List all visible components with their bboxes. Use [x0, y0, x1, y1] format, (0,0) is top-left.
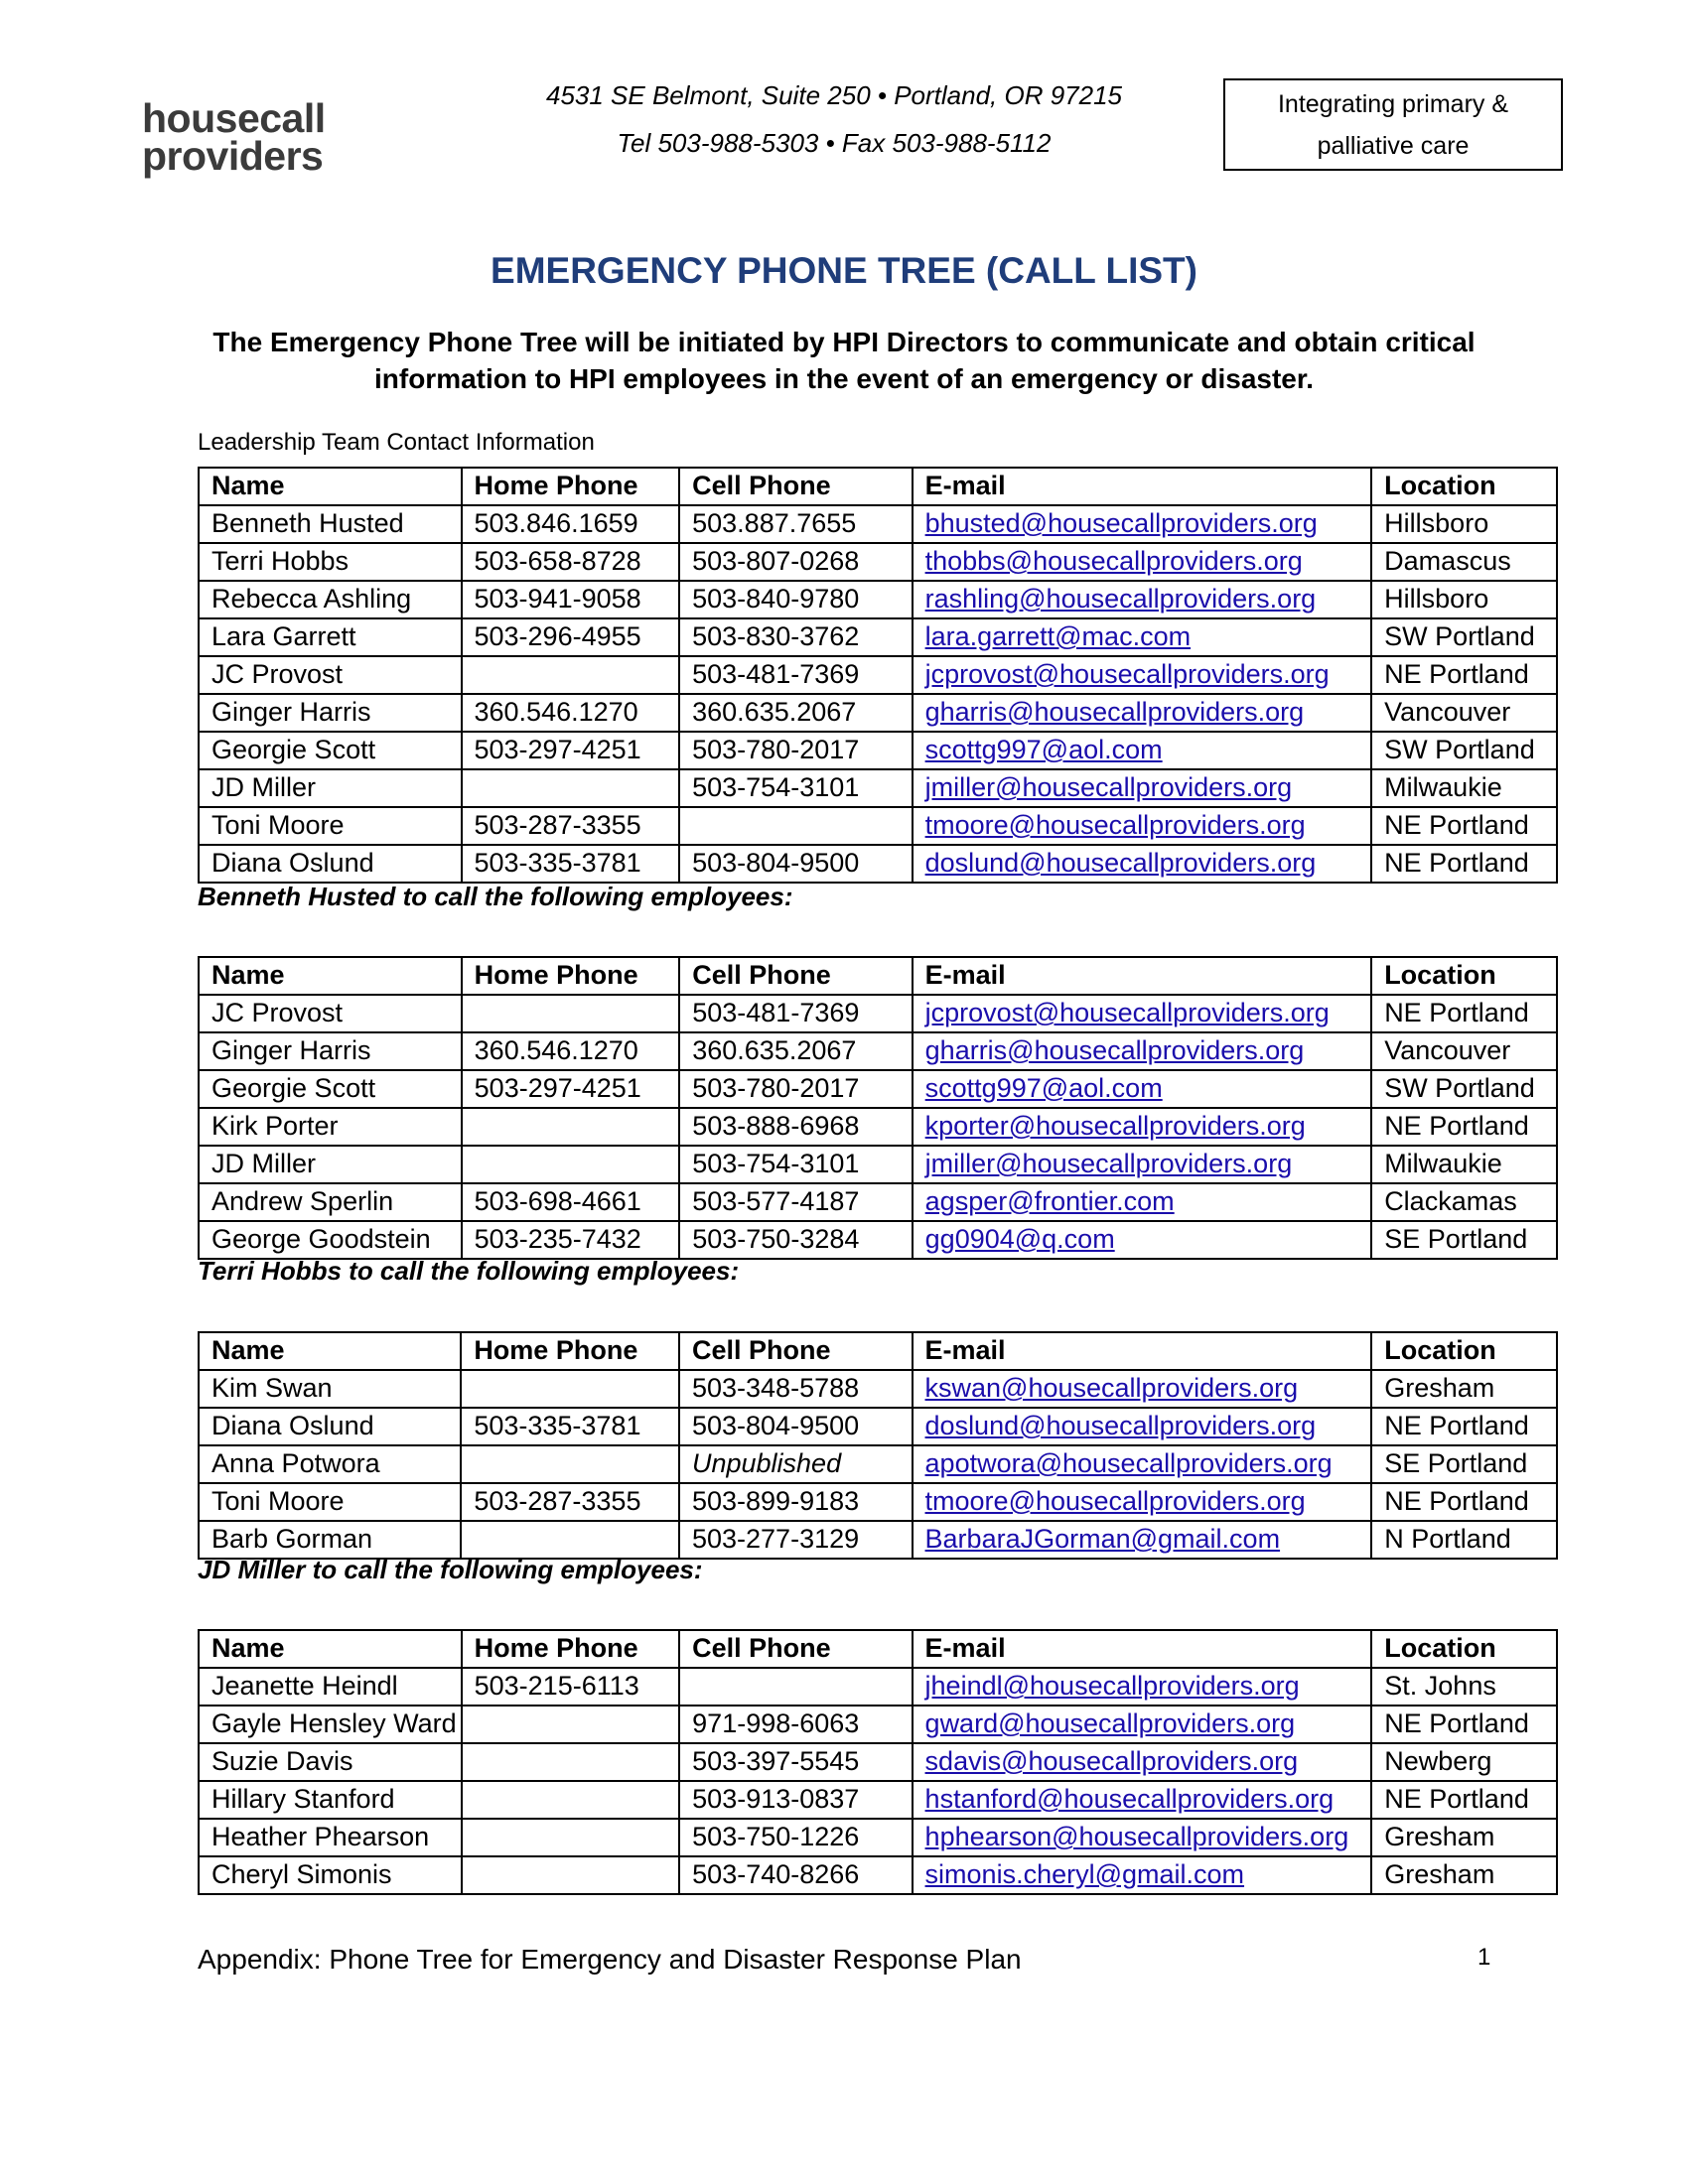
address-line: 4531 SE Belmont, Suite 250 • Portland, OR 97215 — [545, 80, 1123, 110]
cell-name: Jeanette Heindl — [199, 1668, 462, 1706]
email-link[interactable]: gward@housecallproviders.org — [924, 1708, 1296, 1738]
cell-name: Diana Oslund — [199, 845, 462, 883]
table-row — [199, 1819, 1557, 1856]
column-header-home-phone: Home Phone — [462, 957, 680, 995]
table-row — [199, 732, 1557, 769]
cell-cell-phone: 503-780-2017 — [679, 732, 912, 769]
table-row — [199, 581, 1557, 618]
cell-home-phone: 503-335-3781 — [462, 845, 680, 883]
cell-name: Heather Phearson — [199, 1819, 462, 1856]
cell-email — [913, 1819, 1372, 1856]
cell-email — [913, 1706, 1372, 1743]
cell-email — [913, 995, 1372, 1032]
table-row — [199, 543, 1557, 581]
cell-cell-phone: 503-577-4187 — [679, 1183, 912, 1221]
table-row — [199, 1370, 1557, 1408]
table-row — [199, 1108, 1557, 1146]
column-header-location: Location — [1371, 1630, 1557, 1668]
cell-location: Hillsboro — [1371, 581, 1557, 618]
cell-email — [913, 1221, 1372, 1259]
cell-cell-phone: 503-804-9500 — [679, 1408, 913, 1445]
table-header-row — [199, 468, 1557, 505]
cell-cell-phone: 360.635.2067 — [679, 1032, 912, 1070]
cell-email — [913, 807, 1372, 845]
cell-location: St. Johns — [1371, 1668, 1557, 1706]
cell-email — [913, 1070, 1372, 1108]
email-link[interactable]: tmoore@housecallproviders.org — [924, 810, 1306, 840]
cell-location: Hillsboro — [1371, 505, 1557, 543]
cell-name: Cheryl Simonis — [199, 1856, 462, 1894]
cell-name: Kim Swan — [199, 1370, 461, 1408]
cell-home-phone — [462, 1706, 680, 1743]
table-row — [199, 1070, 1557, 1108]
cell-home-phone — [462, 1146, 680, 1183]
logo-text-line-2: providers — [142, 133, 324, 179]
cell-name: Anna Potwora — [199, 1445, 461, 1483]
cell-home-phone — [462, 995, 680, 1032]
phone-fax-line: Tel 503-988-5303 • Fax 503-988-5112 — [617, 128, 1052, 158]
cell-cell-phone: 503-740-8266 — [679, 1856, 912, 1894]
table-row — [199, 1483, 1557, 1521]
section-caption-leadership: Leadership Team Contact Information — [198, 429, 595, 456]
cell-home-phone — [461, 1370, 679, 1408]
cell-location: NE Portland — [1371, 1408, 1557, 1445]
table-row — [199, 1856, 1557, 1894]
cell-cell-phone: 503-754-3101 — [679, 1146, 912, 1183]
tagline-box — [1223, 78, 1563, 171]
cell-email — [913, 1370, 1372, 1408]
cell-name: Georgie Scott — [199, 732, 462, 769]
email-link[interactable]: scottg997@aol.com — [924, 735, 1163, 764]
cell-cell-phone: 503-397-5545 — [679, 1743, 912, 1781]
cell-cell-phone: 971-998-6063 — [679, 1706, 912, 1743]
cell-home-phone: 503-941-9058 — [462, 581, 680, 618]
cell-home-phone: 503-287-3355 — [461, 1483, 679, 1521]
cell-name: Ginger Harris — [199, 694, 462, 732]
cell-location: NE Portland — [1371, 1706, 1557, 1743]
table-row — [199, 769, 1557, 807]
email-link[interactable]: doslund@housecallproviders.org — [924, 1411, 1317, 1440]
cell-email — [913, 543, 1372, 581]
cell-email — [913, 732, 1372, 769]
page-number: 1 — [1477, 1944, 1491, 1971]
cell-cell-phone: 503-750-1226 — [679, 1819, 912, 1856]
email-link[interactable]: jcprovost@housecallproviders.org — [924, 659, 1330, 689]
cell-location: Gresham — [1371, 1819, 1557, 1856]
cell-email — [913, 1408, 1372, 1445]
cell-location: Gresham — [1371, 1856, 1557, 1894]
cell-email — [913, 845, 1372, 883]
column-header-location: Location — [1371, 957, 1557, 995]
cell-home-phone — [462, 1108, 680, 1146]
table-row — [199, 1183, 1557, 1221]
cell-location: SW Portland — [1371, 732, 1557, 769]
cell-location: NE Portland — [1371, 656, 1557, 694]
cell-name: Toni Moore — [199, 807, 462, 845]
cell-home-phone — [462, 1856, 680, 1894]
column-header-home-phone: Home Phone — [461, 1332, 679, 1370]
cell-home-phone: 503-296-4955 — [462, 618, 680, 656]
table-header-row — [199, 1630, 1557, 1668]
cell-home-phone — [462, 769, 680, 807]
company-logo — [142, 95, 341, 179]
email-link[interactable]: bhusted@housecallproviders.org — [924, 508, 1318, 538]
cell-cell-phone: 503-840-9780 — [679, 581, 912, 618]
benneth-call-table — [198, 956, 1558, 1260]
cell-cell-phone: 503-481-7369 — [679, 995, 912, 1032]
table-header-row — [199, 1332, 1557, 1370]
cell-cell-phone: 503-804-9500 — [679, 845, 912, 883]
cell-location: Gresham — [1371, 1370, 1557, 1408]
cell-cell-phone: 503-277-3129 — [679, 1521, 913, 1559]
email-link[interactable]: jmiller@housecallproviders.org — [924, 772, 1293, 802]
column-header-location: Location — [1371, 468, 1557, 505]
cell-location: SW Portland — [1371, 1070, 1557, 1108]
cell-email — [913, 656, 1372, 694]
cell-location: Clackamas — [1371, 1183, 1557, 1221]
email-link[interactable]: hstanford@housecallproviders.org — [924, 1784, 1335, 1814]
cell-name: George Goodstein — [199, 1221, 462, 1259]
cell-name: JD Miller — [199, 769, 462, 807]
cell-cell-phone — [679, 807, 912, 845]
table-row — [199, 1408, 1557, 1445]
cell-home-phone: 503-297-4251 — [462, 732, 680, 769]
cell-cell-phone: 503.887.7655 — [679, 505, 912, 543]
email-link[interactable]: kporter@housecallproviders.org — [924, 1111, 1306, 1141]
terri-call-table — [198, 1331, 1558, 1560]
cell-email — [913, 1183, 1372, 1221]
table-row — [199, 1221, 1557, 1259]
cell-email — [913, 1445, 1372, 1483]
cell-home-phone — [462, 656, 680, 694]
cell-home-phone — [462, 1781, 680, 1819]
column-header-name: Name — [199, 957, 462, 995]
document-title: EMERGENCY PHONE TREE (CALL LIST) — [491, 250, 1197, 291]
cell-home-phone: 503-297-4251 — [462, 1070, 680, 1108]
cell-email — [913, 694, 1372, 732]
table-row — [199, 1668, 1557, 1706]
email-link[interactable]: apotwora@housecallproviders.org — [924, 1448, 1333, 1478]
cell-cell-phone: 503-750-3284 — [679, 1221, 912, 1259]
email-link[interactable]: thobbs@housecallproviders.org — [924, 546, 1303, 576]
cell-email — [913, 1668, 1372, 1706]
table-row — [199, 1445, 1557, 1483]
cell-email — [913, 1856, 1372, 1894]
cell-location: NE Portland — [1371, 1781, 1557, 1819]
email-link[interactable]: scottg997@aol.com — [924, 1073, 1163, 1103]
cell-location: SE Portland — [1371, 1445, 1557, 1483]
cell-location: Vancouver — [1371, 1032, 1557, 1070]
footer-text: Appendix: Phone Tree for Emergency and Disaster Response Plan — [198, 1944, 1022, 1975]
cell-email — [913, 1108, 1372, 1146]
cell-home-phone: 503-658-8728 — [462, 543, 680, 581]
email-link[interactable]: gharris@housecallproviders.org — [924, 1035, 1305, 1065]
logo-text-line-1: housecall — [142, 95, 326, 141]
column-header-location: Location — [1371, 1332, 1557, 1370]
table-row — [199, 1032, 1557, 1070]
email-link[interactable]: sdavis@housecallproviders.org — [924, 1746, 1299, 1776]
cell-home-phone: 503.846.1659 — [462, 505, 680, 543]
cell-home-phone: 503-235-7432 — [462, 1221, 680, 1259]
cell-name: Rebecca Ashling — [199, 581, 462, 618]
cell-cell-phone: 503-899-9183 — [679, 1483, 913, 1521]
table-row — [199, 505, 1557, 543]
cell-cell-phone: 503-888-6968 — [679, 1108, 912, 1146]
cell-location: NE Portland — [1371, 807, 1557, 845]
cell-name: Benneth Husted — [199, 505, 462, 543]
cell-name: Lara Garrett — [199, 618, 462, 656]
column-header-name: Name — [199, 1332, 461, 1370]
table-row — [199, 1521, 1557, 1559]
cell-location: N Portland — [1371, 1521, 1557, 1559]
cell-email — [913, 1146, 1372, 1183]
column-header-email: E-mail — [913, 1332, 1372, 1370]
column-header-email: E-mail — [913, 957, 1372, 995]
column-header-email: E-mail — [913, 1630, 1372, 1668]
table-header-row — [199, 957, 1557, 995]
cell-email — [913, 1521, 1372, 1559]
cell-home-phone: 503-287-3355 — [462, 807, 680, 845]
email-link[interactable]: doslund@housecallproviders.org — [924, 848, 1317, 878]
table-row — [199, 1146, 1557, 1183]
column-header-cell-phone: Cell Phone — [679, 1630, 912, 1668]
cell-email — [913, 1032, 1372, 1070]
table-row — [199, 1706, 1557, 1743]
cell-location: Vancouver — [1371, 694, 1557, 732]
column-header-home-phone: Home Phone — [462, 1630, 680, 1668]
table-row — [199, 618, 1557, 656]
cell-name: JD Miller — [199, 1146, 462, 1183]
cell-email — [913, 618, 1372, 656]
email-link[interactable]: jcprovost@housecallproviders.org — [924, 998, 1330, 1027]
table-row — [199, 1743, 1557, 1781]
cell-cell-phone: 503-780-2017 — [679, 1070, 912, 1108]
email-link[interactable]: lara.garrett@mac.com — [924, 621, 1192, 651]
cell-cell-phone: Unpublished — [679, 1445, 913, 1483]
cell-home-phone — [462, 1819, 680, 1856]
cell-cell-phone: 503-830-3762 — [679, 618, 912, 656]
cell-name: JC Provost — [199, 656, 462, 694]
cell-home-phone: 503-698-4661 — [462, 1183, 680, 1221]
cell-cell-phone: 360.635.2067 — [679, 694, 912, 732]
email-link[interactable]: gharris@housecallproviders.org — [924, 697, 1305, 727]
email-link[interactable]: jheindl@housecallproviders.org — [924, 1671, 1300, 1701]
section-caption-terri: Terri Hobbs to call the following employees: — [198, 1256, 740, 1286]
cell-location: Newberg — [1371, 1743, 1557, 1781]
cell-name: Terri Hobbs — [199, 543, 462, 581]
email-link[interactable]: simonis.cheryl@gmail.com — [924, 1859, 1245, 1889]
cell-location: NE Portland — [1371, 995, 1557, 1032]
cell-name: Kirk Porter — [199, 1108, 462, 1146]
cell-cell-phone — [679, 1668, 912, 1706]
cell-home-phone: 360.546.1270 — [462, 1032, 680, 1070]
cell-location: Milwaukie — [1371, 769, 1557, 807]
column-header-cell-phone: Cell Phone — [679, 1332, 913, 1370]
cell-cell-phone: 503-913-0837 — [679, 1781, 912, 1819]
table-row — [199, 807, 1557, 845]
email-link[interactable]: BarbaraJGorman@gmail.com — [924, 1524, 1281, 1554]
column-header-cell-phone: Cell Phone — [679, 468, 912, 505]
cell-email — [913, 1743, 1372, 1781]
cell-location: SE Portland — [1371, 1221, 1557, 1259]
cell-cell-phone: 503-348-5788 — [679, 1370, 913, 1408]
cell-email — [913, 769, 1372, 807]
cell-cell-phone: 503-807-0268 — [679, 543, 912, 581]
section-caption-benneth: Benneth Husted to call the following employees: — [198, 882, 793, 911]
tagline-line-2: palliative care — [1317, 132, 1470, 160]
table-row — [199, 656, 1557, 694]
table-row — [199, 995, 1557, 1032]
cell-cell-phone: 503-481-7369 — [679, 656, 912, 694]
cell-email — [913, 1781, 1372, 1819]
cell-home-phone — [461, 1445, 679, 1483]
cell-name: Hillary Stanford — [199, 1781, 462, 1819]
cell-name: Andrew Sperlin — [199, 1183, 462, 1221]
jd-call-table — [198, 1629, 1558, 1895]
cell-name: Diana Oslund — [199, 1408, 461, 1445]
cell-location: NE Portland — [1371, 1108, 1557, 1146]
cell-email — [913, 581, 1372, 618]
column-header-name: Name — [199, 1630, 462, 1668]
cell-name: Toni Moore — [199, 1483, 461, 1521]
cell-email — [913, 505, 1372, 543]
column-header-home-phone: Home Phone — [462, 468, 680, 505]
email-link[interactable]: hphearson@housecallproviders.org — [924, 1822, 1349, 1851]
cell-home-phone — [461, 1521, 679, 1559]
cell-name: Georgie Scott — [199, 1070, 462, 1108]
cell-email — [913, 1483, 1372, 1521]
section-caption-jd: JD Miller to call the following employees: — [198, 1555, 703, 1584]
email-link[interactable]: kswan@housecallproviders.org — [924, 1373, 1299, 1403]
cell-name: Suzie Davis — [199, 1743, 462, 1781]
table-row — [199, 1781, 1557, 1819]
email-link[interactable]: jmiller@housecallproviders.org — [924, 1149, 1293, 1178]
cell-name: Barb Gorman — [199, 1521, 461, 1559]
email-link[interactable]: tmoore@housecallproviders.org — [924, 1486, 1306, 1516]
cell-name: Ginger Harris — [199, 1032, 462, 1070]
cell-cell-phone: 503-754-3101 — [679, 769, 912, 807]
intro-paragraph: The Emergency Phone Tree will be initiated by HPI Directors to communicate and obtain critical information to HPI employees in the event of an emergency or disaster. — [212, 327, 1476, 394]
cell-home-phone — [462, 1743, 680, 1781]
cell-location: Milwaukie — [1371, 1146, 1557, 1183]
cell-location: SW Portland — [1371, 618, 1557, 656]
cell-name: Gayle Hensley Ward — [199, 1706, 462, 1743]
cell-location: Damascus — [1371, 543, 1557, 581]
table-row — [199, 845, 1557, 883]
email-link[interactable]: rashling@housecallproviders.org — [924, 584, 1317, 614]
leadership-contact-table — [198, 467, 1558, 884]
tagline-line-1: Integrating primary & — [1277, 90, 1509, 118]
cell-home-phone: 503-335-3781 — [461, 1408, 679, 1445]
email-link[interactable]: gg0904@q.com — [924, 1224, 1115, 1254]
column-header-cell-phone: Cell Phone — [679, 957, 912, 995]
cell-home-phone: 503-215-6113 — [462, 1668, 680, 1706]
cell-name: JC Provost — [199, 995, 462, 1032]
column-header-email: E-mail — [913, 468, 1372, 505]
email-link[interactable]: agsper@frontier.com — [924, 1186, 1175, 1216]
cell-location: NE Portland — [1371, 845, 1557, 883]
cell-location: NE Portland — [1371, 1483, 1557, 1521]
table-row — [199, 694, 1557, 732]
column-header-name: Name — [199, 468, 462, 505]
cell-home-phone: 360.546.1270 — [462, 694, 680, 732]
company-address — [437, 71, 1231, 167]
